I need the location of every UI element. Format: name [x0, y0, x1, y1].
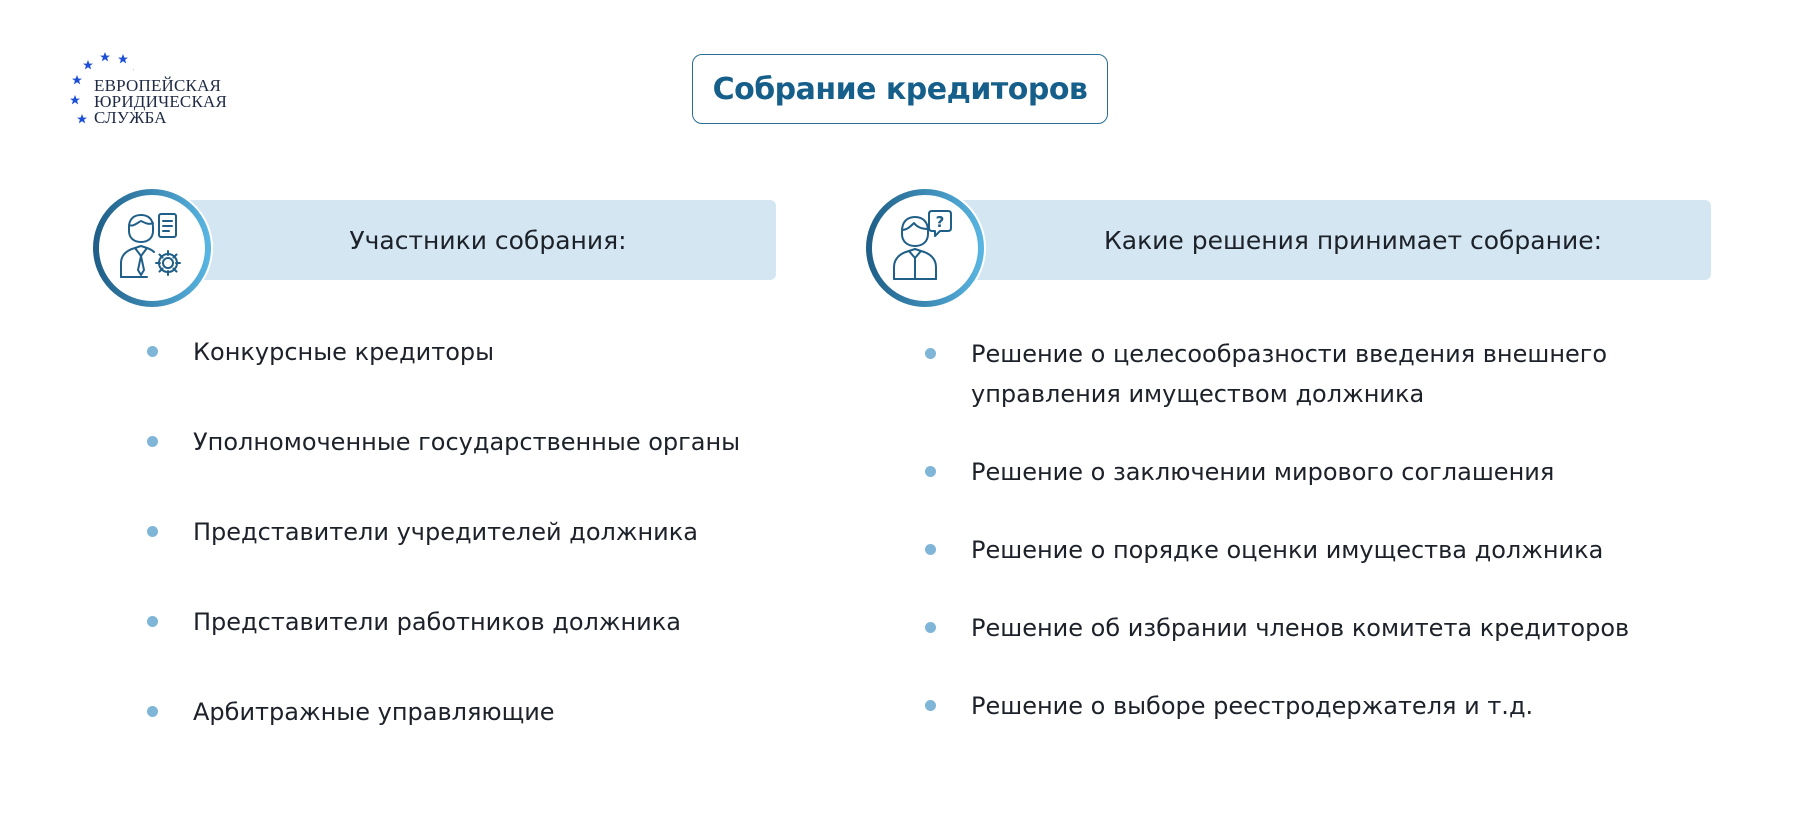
list-item: [193, 422, 740, 512]
page-title: Собрание кредиторов: [712, 71, 1088, 107]
bullet-icon: [147, 706, 158, 717]
bullet-icon: [925, 466, 936, 477]
list-item-text: Арбитражные управляющие: [193, 698, 555, 726]
company-logo: [64, 48, 254, 138]
bullet-icon: [147, 436, 158, 447]
list-item: [971, 530, 1691, 570]
decisions-list: [971, 334, 1691, 764]
list-item: [193, 692, 740, 782]
list-item-text: Уполномоченные государственные органы: [193, 428, 741, 456]
list-item-text: Решение о заключении мирового соглашения: [971, 458, 1555, 486]
logo-line-2: ЮРИДИЧЕСКАЯ: [94, 92, 228, 111]
person-question-icon: [864, 187, 986, 309]
title-box: [692, 54, 1108, 124]
bullet-icon: [147, 346, 158, 357]
list-item: [971, 608, 1691, 648]
list-item: [971, 334, 1691, 414]
participants-header: [180, 200, 776, 280]
bullet-icon: [147, 616, 158, 627]
list-item-text: Решение о выборе реестродержателя и т.д.: [971, 692, 1534, 720]
participants-header-text: Участники собрания:: [349, 225, 627, 255]
list-item: [971, 686, 1691, 726]
list-item: [193, 332, 740, 422]
svg-text:?: ?: [935, 213, 945, 231]
list-item-text: Решение о порядке оценки имущества должника: [971, 536, 1604, 564]
list-item-text: Представители учредителей должника: [193, 518, 698, 546]
list-item-text: Решение о целесообразности введения внешнего управления имуществом должника: [971, 340, 1608, 408]
logo-text: [94, 78, 227, 126]
participants-list: [193, 332, 740, 782]
logo-line-1: ЕВРОПЕЙСКАЯ: [94, 76, 222, 95]
list-item: [193, 512, 740, 602]
bullet-icon: [925, 348, 936, 359]
list-item: [971, 452, 1691, 492]
bullet-icon: [147, 526, 158, 537]
bullet-icon: [925, 622, 936, 633]
list-item-text: Решение об избрании членов комитета кредиторов: [971, 614, 1630, 642]
bullet-icon: [925, 544, 936, 555]
logo-line-3: СЛУЖБА: [94, 108, 167, 127]
list-item: [193, 602, 740, 692]
list-item-text: Представители работников должника: [193, 608, 681, 636]
businessman-gear-icon: [91, 187, 213, 309]
decisions-header: [955, 200, 1711, 280]
decisions-header-text: Какие решения принимает собрание:: [1104, 225, 1602, 255]
bullet-icon: [925, 700, 936, 711]
list-item-text: Конкурсные кредиторы: [193, 338, 495, 366]
